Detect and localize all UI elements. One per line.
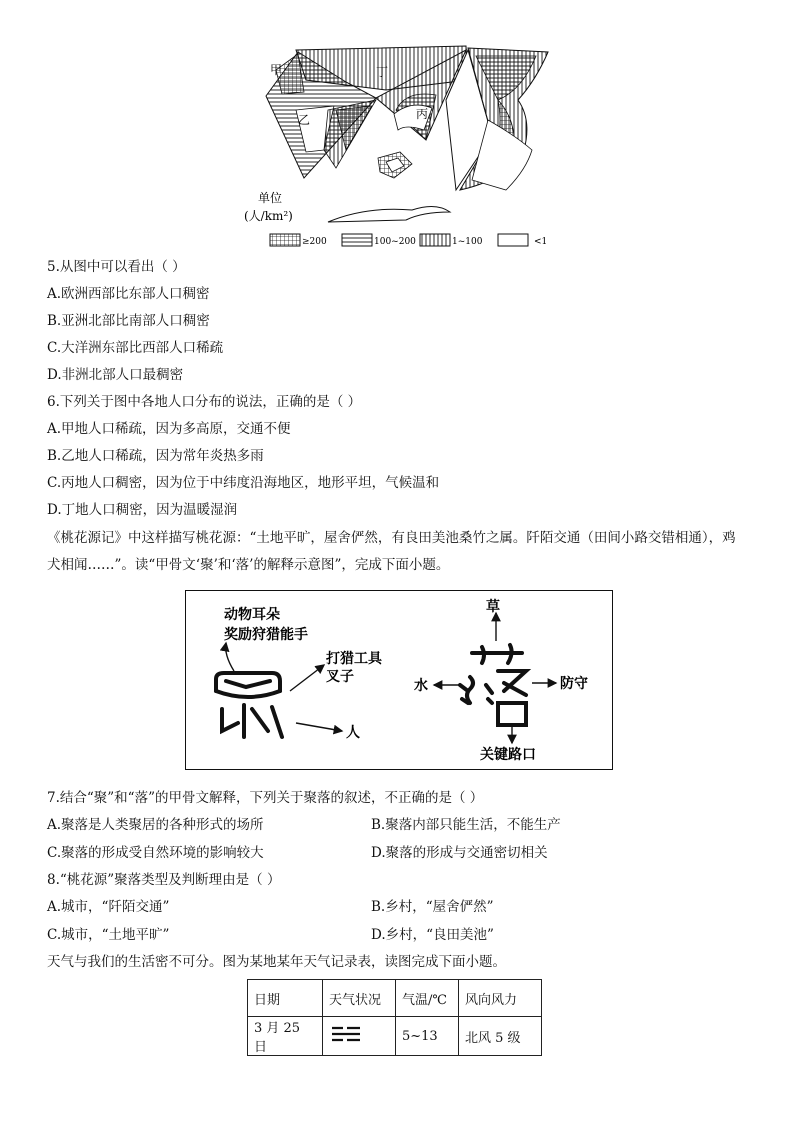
label-person: 人 [346,725,360,741]
legend-label-2: 100~200 [374,237,416,247]
legend-label-1: ≥200 [302,237,327,247]
map-unit: (人/km²) [244,209,293,223]
q7-stem: 7.结合“聚”和“落”的甲骨文解释，下列关于聚落的叙述，不正确的是（ ） [47,790,484,806]
cell-date: 3 月 25 日 [248,1017,323,1056]
legend-swatch-horizontal [342,234,372,246]
map-unit-label: 单位 [258,191,283,205]
arrow-tool [290,665,324,691]
q6-stem: 6.下列关于图中各地人口分布的说法，正确的是（ ） [47,394,362,410]
q5-option-b[interactable]: B.亚洲北部比南部人口稠密 [47,313,210,329]
legend-swatch-grid [270,234,300,246]
label-hunting-tool: 打猎工具 [326,651,382,667]
q7-option-d[interactable]: D.聚落的形成与交通密切相关 [371,845,548,861]
q6-option-a[interactable]: A.甲地人口稀疏，因为多高原，交通不便 [47,421,291,437]
label-water: 水 [414,678,428,694]
peach-blossom-passage: 《桃花源记》中这样描写桃花源：“土地平旷，屋舍俨然，有良田美池桑竹之属。阡陌交通（田间小路交错相通），鸡犬相闻……”。读“甲骨文‘聚’和‘落’的解释示意图”，完成下面小题。 [47,530,736,573]
map-label-bing: 丙 [416,107,429,121]
label-defend: 防守 [560,676,588,692]
population-density-map [236,40,566,252]
legend-swatch-blank [498,234,528,246]
q8-option-b[interactable]: B.乡村，“屋舍俨然” [371,899,494,915]
table-row [248,1017,542,1056]
cell-weather [323,1017,396,1056]
luo-glyph [460,645,526,725]
q8-option-d[interactable]: D.乡村，“良田美池” [371,927,494,943]
header-temperature: 气温/℃ [396,980,459,1017]
q7-option-c[interactable]: C.聚落的形成受自然环境的影响较大 [47,845,264,861]
label-reward-hunter: 奖励狩猎能手 [224,627,308,643]
q8-stem: 8.“桃花源”聚落类型及判断理由是（ ） [47,872,281,888]
legend-label-3: 1~100 [452,237,483,247]
map-label-yi: 乙 [298,113,311,127]
header-date: 日期 [248,980,323,1017]
label-fork: 叉子 [326,669,354,685]
q6-option-c[interactable]: C.丙地人口稠密，因为位于中纬度沿海地区，地形平坦，气候温和 [47,475,440,491]
header-weather: 天气状况 [323,980,396,1017]
q7-option-a[interactable]: A.聚落是人类聚居的各种形式的场所 [47,817,264,833]
map-legend [270,234,547,247]
q5-option-d[interactable]: D.非洲北部人口最稠密 [47,367,184,383]
table-header-row [248,980,542,1017]
q5-option-a[interactable]: A.欧洲西部比东部人口稠密 [47,286,210,302]
legend-swatch-vertical [420,234,450,246]
q6-option-b[interactable]: B.乙地人口稀疏，因为常年炎热多雨 [47,448,264,464]
q8-option-c[interactable]: C.城市，“土地平旷” [47,927,170,943]
q5-stem: 5.从图中可以看出（ ） [47,259,186,275]
legend-label-4: <1 [534,237,548,247]
cell-wind: 北风 5 级 [459,1017,542,1056]
ju-glyph [216,673,282,737]
map-label-jia: 甲 [270,63,283,77]
label-key-crossroads: 关键路口 [480,747,536,763]
label-grass: 草 [486,599,500,615]
header-wind: 风向风力 [459,980,542,1017]
arrow-person [296,723,342,731]
q7-option-b[interactable]: B.聚落内部只能生活，不能生产 [371,817,561,833]
weather-intro: 天气与我们的生活密不可分。图为某地某年天气记录表，读图完成下面小题。 [47,954,506,970]
cell-temperature: 5~13 [396,1017,459,1056]
map-label-ding: 丁 [376,65,389,79]
oracle-bone-figure [185,590,613,770]
label-animal-ear: 动物耳朵 [224,607,280,623]
map-region-antarctica [328,206,450,222]
q6-option-d[interactable]: D.丁地人口稠密，因为温暖湿润 [47,502,238,518]
weather-record-table [247,979,542,1056]
q5-option-c[interactable]: C.大洋洲东部比西部人口稀疏 [47,340,224,356]
dust-storm-icon [329,1025,363,1043]
arrow-ear [226,643,234,671]
q8-option-a[interactable]: A.城市，“阡陌交通” [47,899,170,915]
